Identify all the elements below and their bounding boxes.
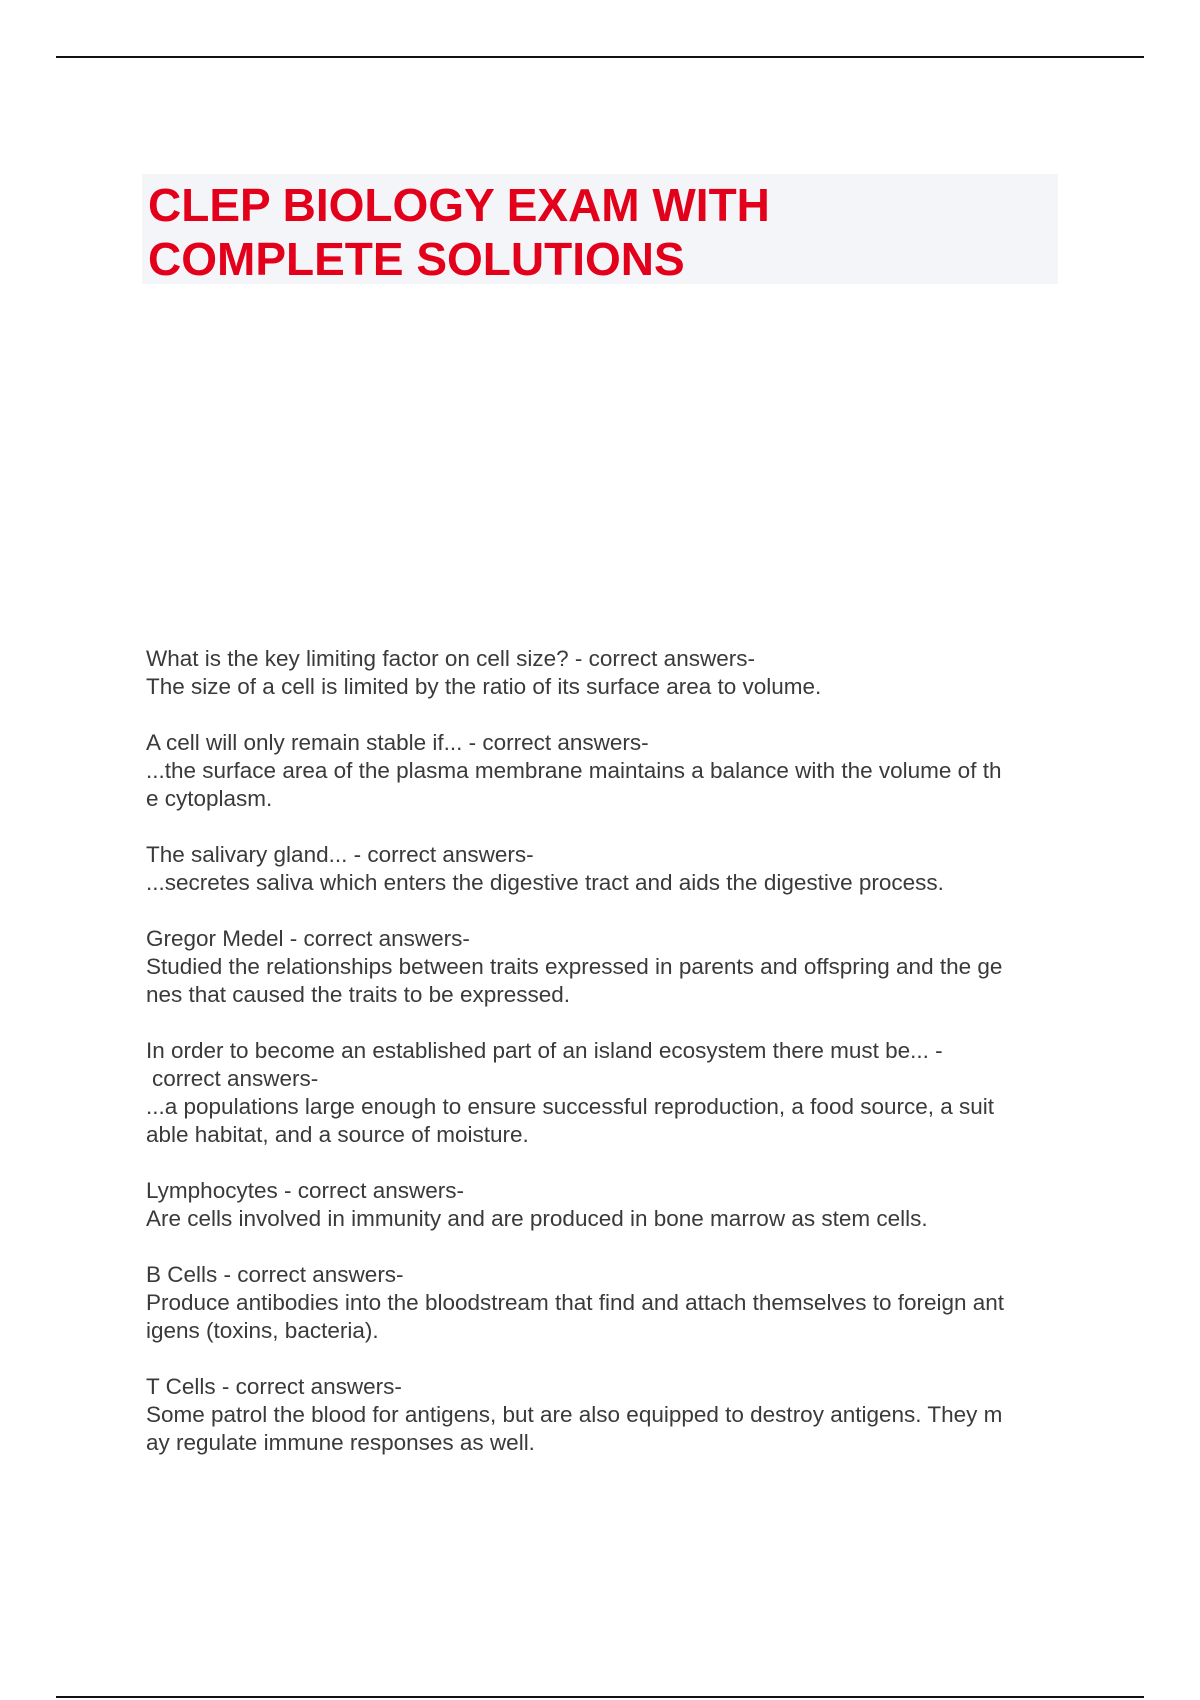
answer-text: able habitat, and a source of moisture. xyxy=(146,1122,529,1147)
qa-item xyxy=(146,925,1066,1009)
answer-text: e cytoplasm. xyxy=(146,786,273,811)
question-text: What is the key limiting factor on cell size? - correct answers- xyxy=(146,646,755,671)
answer-text: Some patrol the blood for antigens, but are also equipped to destroy antigens. They m xyxy=(146,1402,1003,1427)
question-text: The salivary gland... - correct answers- xyxy=(146,842,534,867)
qa-item xyxy=(146,1037,1066,1149)
answer-text: ay regulate immune responses as well. xyxy=(146,1430,535,1455)
answer-text: ...secretes saliva which enters the digestive tract and aids the digestive process. xyxy=(146,870,944,895)
qa-item xyxy=(146,1261,1066,1345)
answer-text: nes that caused the traits to be expressed. xyxy=(146,982,571,1007)
question-text: correct answers- xyxy=(152,1066,319,1091)
question-text: T Cells - correct answers- xyxy=(146,1374,402,1399)
answer-text: Studied the relationships between traits expressed in parents and offspring and the ge xyxy=(146,954,1003,979)
top-rule xyxy=(56,56,1144,58)
question-text: B Cells - correct answers- xyxy=(146,1262,404,1287)
title-block xyxy=(142,174,1058,284)
title-line-2: COMPLETE SOLUTIONS xyxy=(148,233,685,285)
qa-list xyxy=(146,645,1066,1485)
bottom-rule xyxy=(56,1696,1144,1698)
qa-item xyxy=(146,645,1066,701)
answer-text: Produce antibodies into the bloodstream that find and attach themselves to foreign ant xyxy=(146,1290,1005,1315)
qa-item xyxy=(146,1373,1066,1457)
question-text: In order to become an established part of an island ecosystem there must be... - xyxy=(146,1038,943,1063)
question-text: Lymphocytes - correct answers- xyxy=(146,1178,465,1203)
qa-item xyxy=(146,1177,1066,1233)
question-text: A cell will only remain stable if... - correct answers- xyxy=(146,730,649,755)
answer-text: igens (toxins, bacteria). xyxy=(146,1318,379,1343)
answer-text: ...the surface area of the plasma membrane maintains a balance with the volume of th xyxy=(146,758,1002,783)
question-text: Gregor Medel - correct answers- xyxy=(146,926,470,951)
answer-text: ...a populations large enough to ensure successful reproduction, a food source, a suit xyxy=(146,1094,995,1119)
title-line-1: CLEP BIOLOGY EXAM WITH xyxy=(148,179,770,231)
qa-item xyxy=(146,729,1066,813)
answer-text: The size of a cell is limited by the ratio of its surface area to volume. xyxy=(146,674,822,699)
qa-item xyxy=(146,841,1066,897)
answer-text: Are cells involved in immunity and are produced in bone marrow as stem cells. xyxy=(146,1206,928,1231)
